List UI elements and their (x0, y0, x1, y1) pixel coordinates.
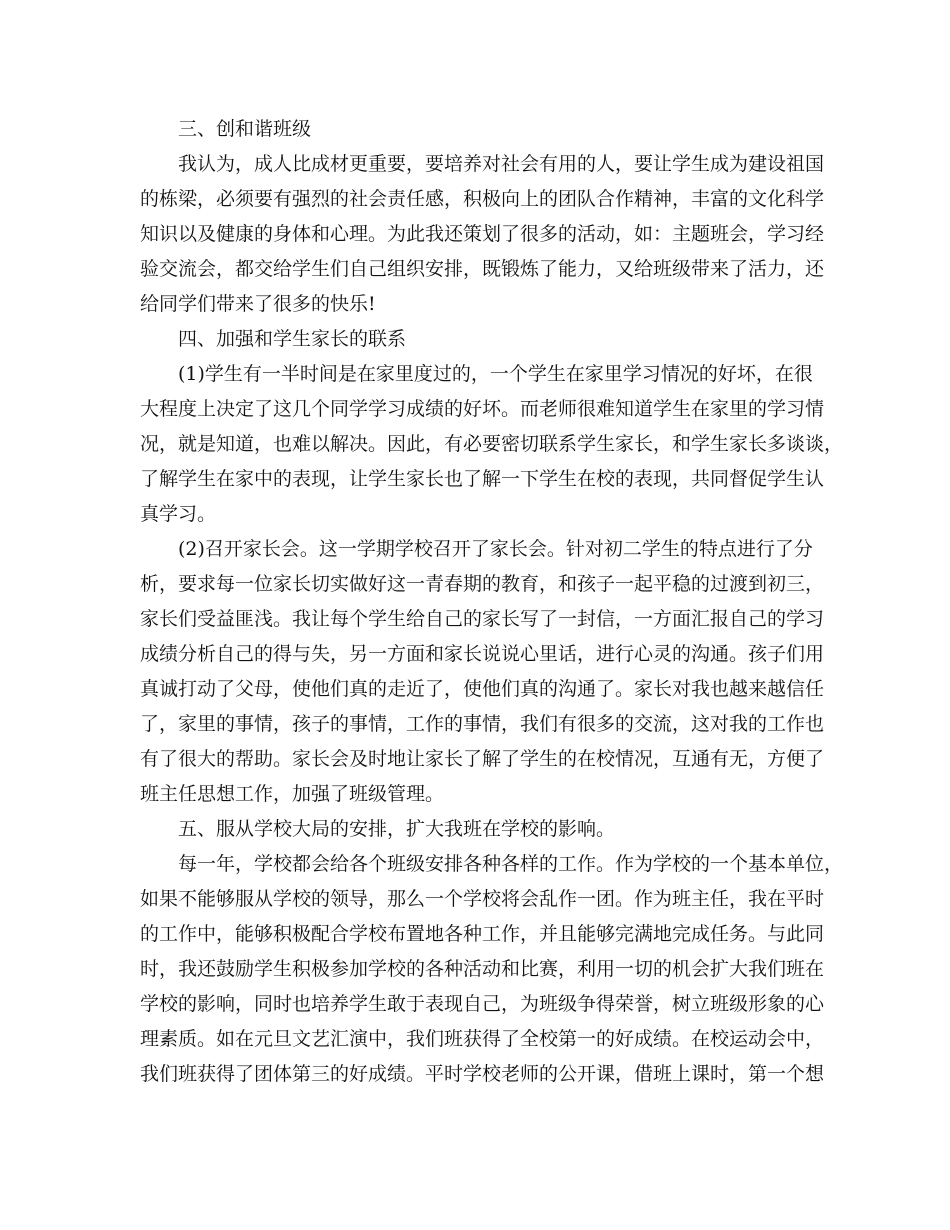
heading-3: 三、创和谐班级 (178, 118, 312, 140)
paragraph-line: 大程度上决定了这几个同学学习成绩的好坏。而老师很难知道学生在家里的学习情 (140, 398, 825, 420)
heading-5: 五、服从学校大局的安排，扩大我班在学校的影响。 (178, 818, 616, 840)
paragraph-line: 给同学们带来了很多的快乐! (140, 293, 376, 315)
paragraph-line: 况，就是知道，也难以解决。因此，有必要密切联系学生家长，和学生家长多谈谈， (140, 433, 844, 455)
paragraph-line: (1)学生有一半时间是在家里度过的，一个学生在家里学习情况的好坏，在很 (178, 363, 813, 385)
paragraph-line: 真诚打动了父母，使他们真的走近了，使他们真的沟通了。家长对我也越来越信任 (140, 678, 825, 700)
paragraph-line: 每一年，学校都会给各个班级安排各种各样的工作。作为学校的一个基本单位， (178, 853, 844, 875)
paragraph-line: 学校的影响，同时也培养学生敢于表现自己，为班级争得荣誉，树立班级形象的心 (140, 993, 825, 1015)
paragraph-line: 的栋梁，必须要有强烈的社会责任感，积极向上的团队合作精神，丰富的文化科学 (140, 188, 825, 210)
paragraph-line: 真学习。 (140, 503, 217, 525)
paragraph-line: 家长们受益匪浅。我让每个学生给自己的家长写了一封信，一方面汇报自己的学习 (140, 608, 825, 630)
paragraph-line: 我认为，成人比成材更重要，要培养对社会有用的人，要让学生成为建设祖国 (178, 153, 825, 175)
paragraph-line: 班主任思想工作，加强了班级管理。 (140, 783, 445, 805)
heading-4: 四、加强和学生家长的联系 (178, 328, 407, 350)
paragraph-line: 如果不能够服从学校的领导，那么一个学校将会乱作一团。作为班主任，我在平时 (140, 888, 825, 910)
paragraph-line: 时，我还鼓励学生积极参加学校的各种活动和比赛，利用一切的机会扩大我们班在 (140, 958, 825, 980)
paragraph-line: 验交流会，都交给学生们自己组织安排，既锻炼了能力，又给班级带来了活力，还 (140, 258, 825, 280)
paragraph-line: 了，家里的事情，孩子的事情，工作的事情，我们有很多的交流，这对我的工作也 (140, 713, 825, 735)
paragraph-line: 成绩分析自己的得与失，另一方面和家长说说心里话，进行心灵的沟通。孩子们用 (140, 643, 825, 665)
paragraph-line: 有了很大的帮助。家长会及时地让家长了解了学生的在校情况，互通有无，方便了 (140, 748, 825, 770)
paragraph-line: 的工作中，能够积极配合学校布置地各种工作，并且能够完满地完成任务。与此同 (140, 923, 825, 945)
paragraph-line: 我们班获得了团体第三的好成绩。平时学校老师的公开课，借班上课时，第一个想 (140, 1063, 825, 1085)
paragraph-line: 理素质。如在元旦文艺汇演中，我们班获得了全校第一的好成绩。在校运动会中， (140, 1028, 825, 1050)
paragraph-line: 知识以及健康的身体和心理。为此我还策划了很多的活动，如：主题班会，学习经 (140, 223, 825, 245)
paragraph-line: 析，要求每一位家长切实做好这一青春期的教育，和孩子一起平稳的过渡到初三， (140, 573, 825, 595)
paragraph-line: 了解学生在家中的表现，让学生家长也了解一下学生在校的表现，共同督促学生认 (140, 468, 825, 490)
paragraph-line: (2)召开家长会。这一学期学校召开了家长会。针对初二学生的特点进行了分 (178, 538, 813, 560)
